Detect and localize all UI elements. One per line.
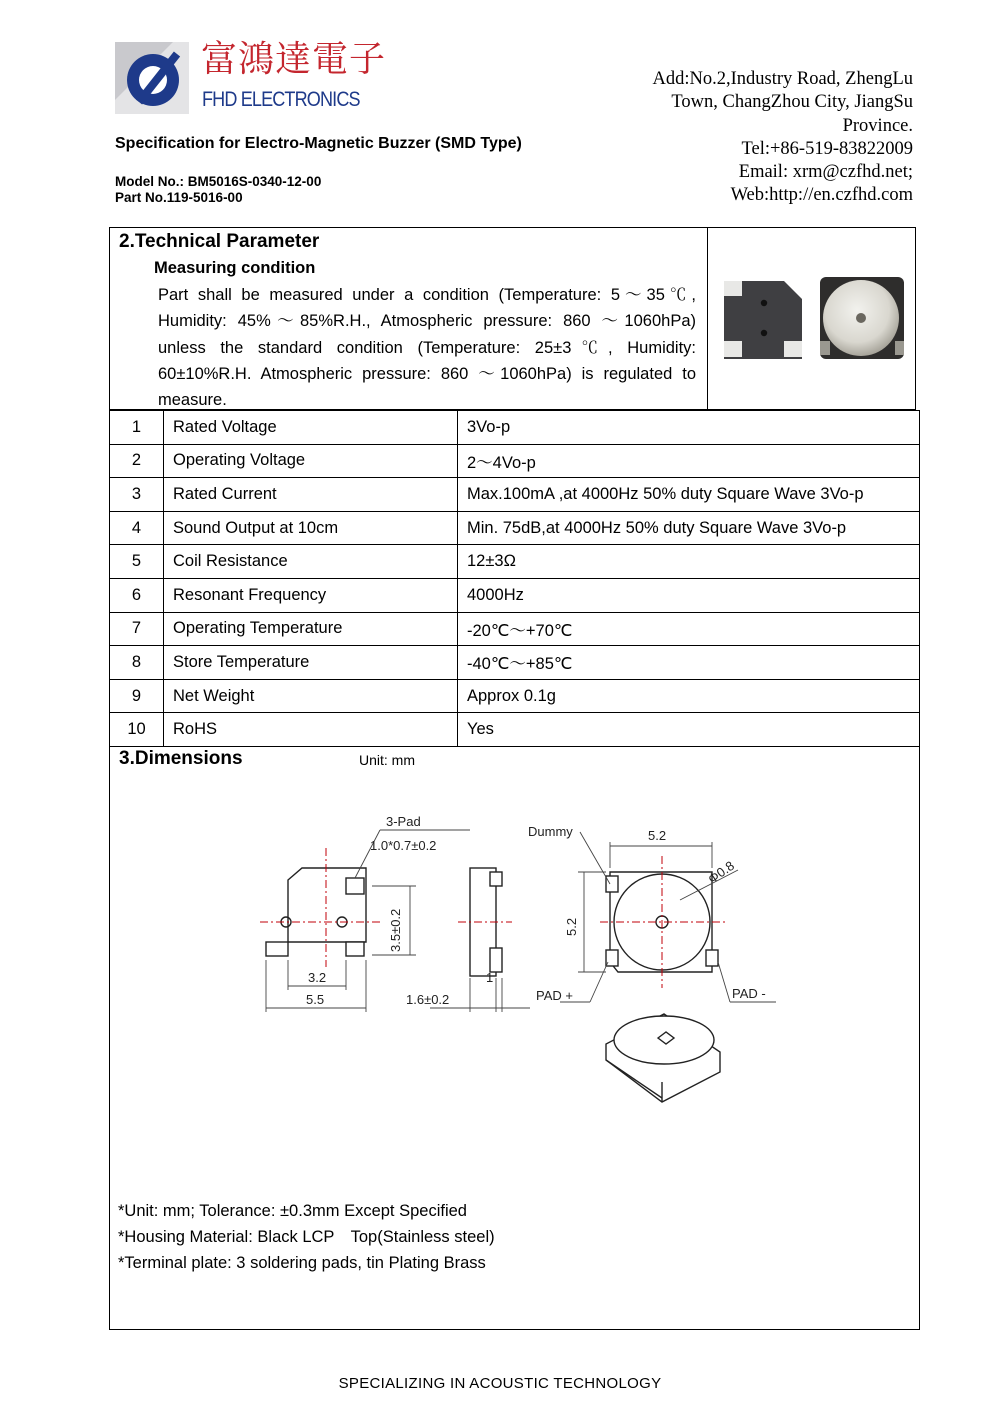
dim-pad-size-label: 1.0*0.7±0.2 xyxy=(370,838,437,853)
dim-pad-label: 3-Pad xyxy=(386,814,421,829)
table-row xyxy=(110,612,920,646)
parameter-value: Min. 75dB,at 4000Hz 50% duty Square Wave 3Vo-p xyxy=(458,511,920,545)
row-number: 8 xyxy=(110,646,164,680)
measuring-condition-title: Measuring condition xyxy=(154,259,316,277)
table-row xyxy=(110,545,920,579)
address-line: Province. xyxy=(842,115,913,136)
dimension-notes xyxy=(118,1198,495,1276)
logo-mark-icon xyxy=(113,40,191,116)
product-photo-cell xyxy=(707,227,918,410)
row-number: 9 xyxy=(110,679,164,713)
model-info xyxy=(115,174,321,206)
row-number: 10 xyxy=(110,713,164,747)
note-line: *Terminal plate: 3 soldering pads, tin Plating Brass xyxy=(118,1254,486,1272)
parameter-name: Operating Temperature xyxy=(164,612,458,646)
address-line: Town, ChangZhou City, JiangSu xyxy=(671,92,913,113)
table-row xyxy=(110,444,920,478)
dim-width-inner-label: 3.2 xyxy=(308,970,327,985)
section-title: 3.Dimensions xyxy=(119,748,243,769)
dimension-drawing xyxy=(260,812,780,1122)
parameter-name: Sound Output at 10cm xyxy=(164,511,458,545)
address-line: Add:No.2,Industry Road, ZhengLu xyxy=(652,69,913,89)
dim-pad-plus-label: PAD + xyxy=(536,988,573,1003)
dimensions-section xyxy=(109,742,920,1330)
table-row xyxy=(110,478,920,512)
parameter-value: -40℃～+85℃ xyxy=(458,646,920,680)
dim-dummy-label: Dummy xyxy=(528,824,573,839)
row-number: 1 xyxy=(110,411,164,445)
email: Email: xrm@czfhd.net; xyxy=(738,162,913,183)
section-title: 2.Technical Parameter xyxy=(119,231,320,252)
parameter-table xyxy=(109,410,920,747)
parameter-name: Rated Voltage xyxy=(164,411,458,445)
table-row xyxy=(110,578,920,612)
parameter-name: Operating Voltage xyxy=(164,444,458,478)
logo-chinese-name: 富鴻達電子 xyxy=(201,39,387,80)
dim-thickness-label: 1.6±0.2 xyxy=(406,992,450,1007)
note-line: *Housing Material: Black LCP Top(Stainless steel) xyxy=(118,1228,495,1246)
dim-top-width-label: 5.2 xyxy=(648,828,667,843)
buzzer-top-view xyxy=(820,277,904,359)
table-row xyxy=(110,511,920,545)
company-address xyxy=(652,68,913,208)
row-number: 2 xyxy=(110,444,164,478)
parameter-value: Approx 0.1g xyxy=(458,679,920,713)
buzzer-bottom-view xyxy=(724,281,802,359)
row-number: 5 xyxy=(110,545,164,579)
parameter-name: Rated Current xyxy=(164,478,458,512)
dimension-unit: Unit: mm xyxy=(359,752,415,768)
dim-top-height-label: 5.2 xyxy=(564,917,579,936)
parameter-name: Coil Resistance xyxy=(164,545,458,579)
parameter-name: Resonant Frequency xyxy=(164,578,458,612)
dim-height-label: 3.5±0.2 xyxy=(388,908,403,952)
parameter-name: Store Temperature xyxy=(164,646,458,680)
telephone: Tel:+86-519-83822009 xyxy=(741,138,913,159)
technical-parameter-section xyxy=(109,227,916,410)
row-number: 4 xyxy=(110,511,164,545)
parameter-value: 4000Hz xyxy=(458,578,920,612)
table-row xyxy=(110,679,920,713)
model-number: Model No.: BM5016S-0340-12-00 xyxy=(115,174,322,189)
parameter-value: 2～4Vo-p xyxy=(458,444,920,478)
dim-terminal-label: 1 xyxy=(486,970,494,985)
table-row xyxy=(110,646,920,680)
dim-width-outer-label: 5.5 xyxy=(306,992,325,1007)
row-number: 3 xyxy=(110,478,164,512)
spec-title: Specification for Electro-Magnetic Buzzer (SMD Type) xyxy=(115,135,522,152)
website: Web:http://en.czfhd.com xyxy=(730,185,913,206)
row-number: 7 xyxy=(110,612,164,646)
company-logo xyxy=(113,38,387,118)
measuring-condition-text: Part shall be measured under a condition (Temperature: 5～35℃, Humidity: 45%～85%R.H., Atmospheric pressure: 860 ～1060hPa) unless the standard condition (Temperature: 25±3℃, Humidity: 60±10%R.H. Atmospheric pressure: 860 ～1060hPa) is regulated to measure. xyxy=(158,286,696,410)
parameter-value: 3Vo-p xyxy=(458,411,920,445)
parameter-value: Max.100mA ,at 4000Hz 50% duty Square Wave 3Vo-p xyxy=(458,478,920,512)
logo-english-name: FHD ELECTRONICS xyxy=(202,88,360,111)
part-number: Part No.119-5016-00 xyxy=(115,190,243,205)
parameter-name: Net Weight xyxy=(164,679,458,713)
row-number: 6 xyxy=(110,578,164,612)
note-line: *Unit: mm; Tolerance: ±0.3mm Except Specified xyxy=(118,1202,467,1220)
table-row xyxy=(110,411,920,445)
parameter-value: -20℃～+70℃ xyxy=(458,612,920,646)
parameter-value: 12±3Ω xyxy=(458,545,920,579)
page-footer: SPECIALIZING IN ACOUSTIC TECHNOLOGY xyxy=(338,1375,662,1392)
dim-pad-minus-label: PAD - xyxy=(732,986,766,1001)
dim-hole-label: Φ0.8 xyxy=(705,857,738,887)
parameter-name: RoHS xyxy=(164,713,458,747)
parameter-value: Yes xyxy=(458,713,920,747)
buzzer-photo xyxy=(720,273,910,363)
